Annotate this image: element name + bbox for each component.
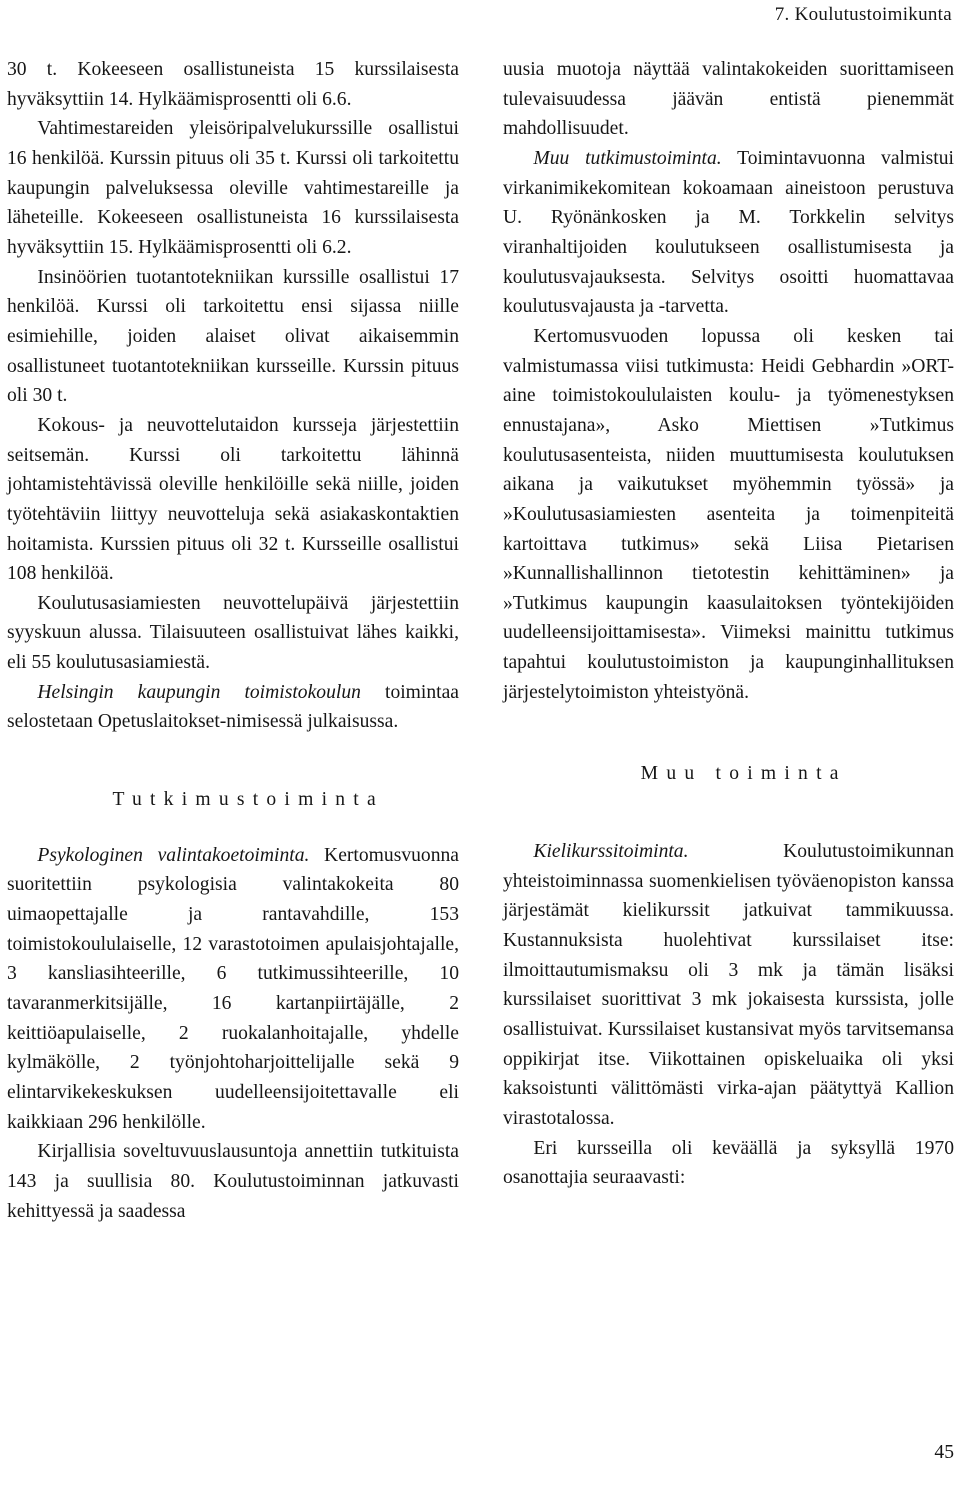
paragraph	[503, 144, 954, 322]
italic-lead: Kielikurssitoiminta.	[533, 841, 689, 863]
section-title-other: Muu toiminta	[640, 763, 847, 785]
paragraph	[503, 837, 954, 1134]
paragraph: Insinöörien tuotantotekniikan kurssille osallistui 17 henkilöä. Kurssi oli tarkoitettu ensi sijassa niille esimiehille, joiden alaiset olivat aikaisemmin osallistuneet tuotantotekniikan kursseille. Kurssin pituus oli 30 t.	[7, 266, 459, 407]
right-column	[503, 55, 954, 1193]
italic-lead: Psykologinen valintakoetoiminta.	[37, 844, 310, 866]
left-column	[7, 55, 459, 1226]
paragraph: Vahtimestareiden yleisöripalvelukurssille osallistui 16 henkilöä. Kurssin pituus oli 35 t. Kurssi oli tarkoitettu kaupungin palveluksessa oleville vahtimestareille ja läheteille. Kokeeseen osallistuneista 16 kurssilaisesta hyväksyttiin 15. Hylkäämisprosentti oli 6.2.	[7, 118, 459, 258]
paragraph	[7, 678, 459, 737]
paragraph: 30 t. Kokeeseen osallistuneista 15 kurssilaisesta hyväksyttiin 14. Hylkäämisprosentti oli 6.6.	[7, 59, 459, 110]
paragraph-text: toimintaa selostetaan Opetuslaitokset-nimisessä julkaisussa.	[7, 681, 460, 733]
paragraph: Kertomusvuoden lopussa oli kesken tai valmistumassa viisi tutkimusta: Heidi Gebhardin »ORT-aine toimistokoululaisten koulu- ja työmenestyksen ennustajana», Asko Miettisen »Tutkimus koulutusasenteista, niiden muuttumisesta koulutuksen aikana ja vaikutukset myöhemmin työssä» ja »Koulutusasiamiesten asenteita ja toimenpiteitä kartoittava tutkimus» sekä Liisa Pietarisen »Kunnallishallinnon tietotestin kehittäminen» ja »Tutkimus kaupungin kaasulaitoksen työntekijöiden uudelleensijoittamisesta». Viimeksi mainittu tutkimus tapahtui koulutustoimiston ja kaupunginhallituksen järjestelytoimiston yhteistyönä.	[503, 325, 954, 703]
paragraph: uusia muotoja näyttää valintakokeiden suorittamiseen tulevaisuudessa jäävän entistä pienemmät mahdollisuudet.	[503, 59, 954, 140]
paragraph-text: Kertomusvuonna suoritettiin psykologisia valintakokeita 80 uimaopettajalle ja rantavahdille, 153 toimistokoululaiselle, 12 varastotoimen apulaisjohtajalle, 3 kansliasihteerille, 6 tutkimussihteerille, 10 tavaranmerkitsijälle, 16 kartanpiirtäjälle, 2 keittiöapulaiselle, 2 ruokalanhoitajalle, yhdelle kylmäkölle, 2 työnjohtoharjoittelijalle sekä 9 elintarvikekeskuksen uudelleensijoitettavalle eli kaikkiaan 296 henkilölle.	[7, 844, 460, 1133]
page-number: 45	[934, 1442, 954, 1463]
paragraph: Eri kursseilla oli keväällä ja syksyllä 1970 osanottajia seuraavasti:	[503, 1137, 954, 1189]
running-header: 7. Koulutustoimikunta	[774, 4, 952, 25]
paragraph-text: Koulutustoimikunnan yhteistoiminnassa suomenkielisen työväenopiston kanssa järjestämät kielikurssit jatkuivat tammikuussa. Kustannuksista huolehtivat kurssilaiset itse: ilmoittautumismaksu oli 3 mk ja tämän lisäksi kurssilaiset suorittivat 3 mk jokaisesta kurssista, jolle osallistuivat. Kurssilaiset kustansivat myös tarvitsemansa oppikirjat itse. Viikottainen opiskeluaika oli yksi kaksoistunti välittömästi virka-ajan päätyttyä Kallion virastotalossa.	[503, 841, 954, 1129]
paragraph-text: Toimintavuonna valmistui virkanimikekomitean kokoamaan aineistoon perustuva U. Ryönänkosken ja M. Torkkelin selvitys viranhaltijoiden koulutukseen osallistumisesta ja koulutusvajauksesta. Selvitys osoitti huomattavaa koulutusvajausta ja -tarvetta.	[503, 147, 954, 318]
paragraph: Kokous- ja neuvottelutaidon kursseja järjestettiin seitsemän. Kurssi oli tarkoitettu lähinnä johtamistehtävissä oleville henkilöille sekä niille, joiden työtehtäviin liittyy neuvotteluja sekä asiakaskontaktien hoitamista. Kurssien pituus oli 32 t. Kursseille osallistui 108 henkilöä.	[7, 414, 459, 585]
section-title-research: Tutkimustoiminta	[112, 789, 384, 811]
italic-lead: Muu tutkimustoiminta.	[533, 147, 722, 169]
italic-lead: Helsingin kaupungin toimistokoulun	[37, 681, 361, 703]
paragraph: Kirjallisia soveltuvuuslausuntoja annettiin tutkituista 143 ja suullisia 80. Koulutustoiminnan jatkuvasti kehittyessä ja saadessa	[7, 1141, 459, 1222]
paragraph	[7, 841, 459, 1138]
paragraph: Koulutusasiamiesten neuvottelupäivä järjestettiin syyskuun alussa. Tilaisuuteen osallistuivat lähes kaikki, eli 55 koulutusasiamiestä.	[7, 592, 459, 674]
